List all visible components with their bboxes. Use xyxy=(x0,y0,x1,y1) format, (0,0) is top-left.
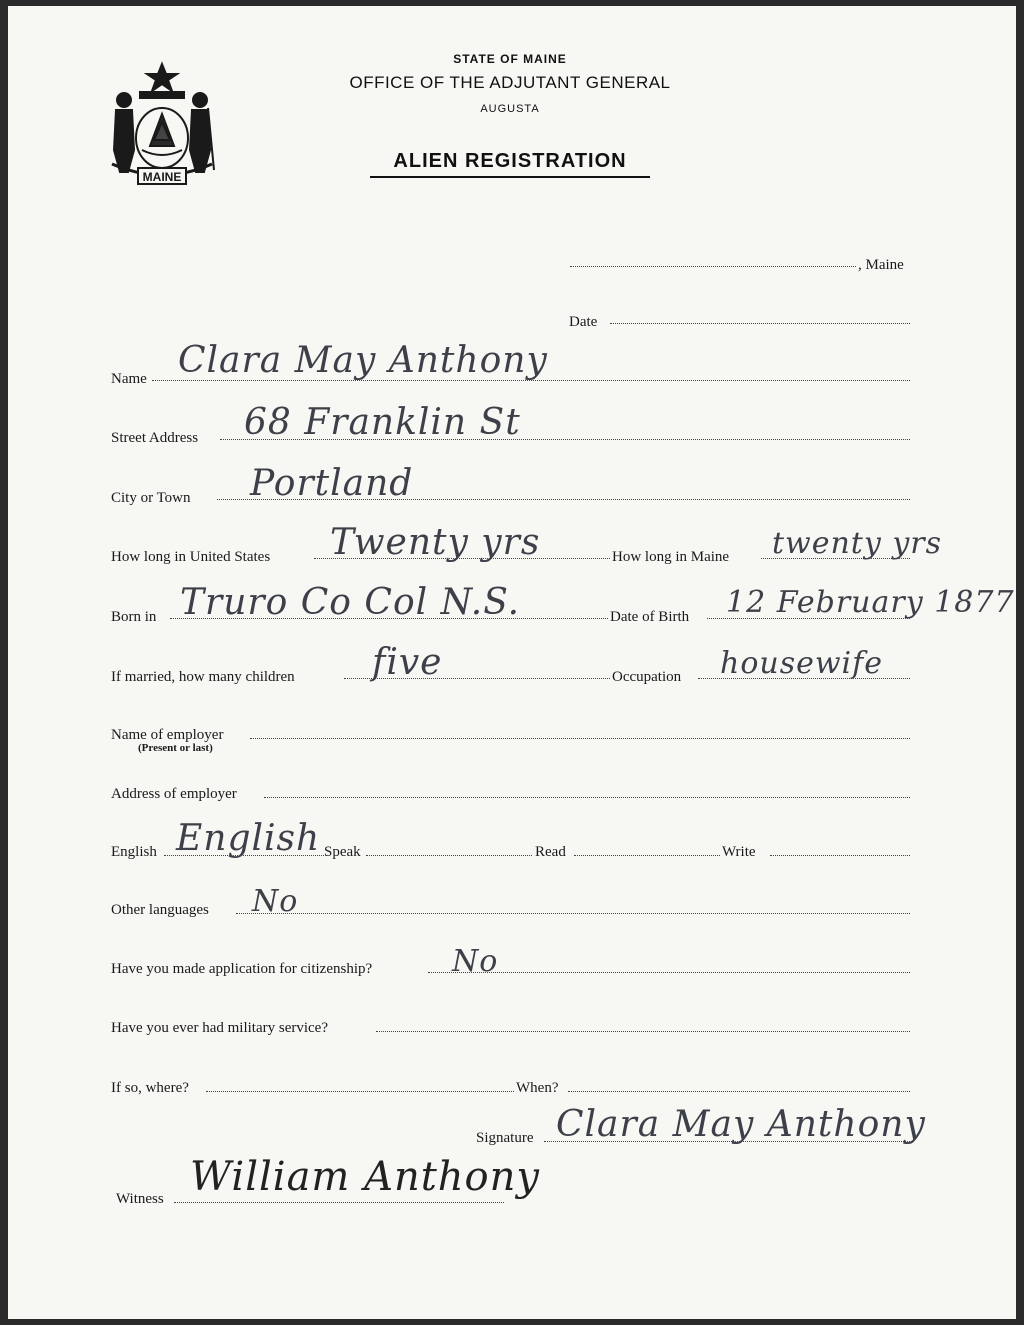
children-label: If married, how many children xyxy=(111,669,295,685)
signature-value: Clara May Anthony xyxy=(556,1104,926,1145)
born-label: Born in xyxy=(111,609,157,625)
speak-field[interactable] xyxy=(366,855,532,856)
read-label: Read xyxy=(535,844,566,860)
english-value: English xyxy=(176,818,321,859)
date-label: Date xyxy=(569,314,598,330)
citizenship-value: No xyxy=(452,944,499,979)
city-heading: AUGUSTA xyxy=(480,103,540,115)
speak-label: Speak xyxy=(324,844,361,860)
english-label: English xyxy=(111,844,157,860)
street-label: Street Address xyxy=(111,430,199,446)
maine-duration-label: How long in Maine xyxy=(612,549,730,565)
military-label: Have you ever had military service? xyxy=(111,1020,328,1036)
state-heading: STATE OF MAINE xyxy=(453,52,567,66)
where-field[interactable] xyxy=(206,1091,514,1092)
military-field[interactable] xyxy=(376,1031,910,1032)
citizenship-field[interactable] xyxy=(428,972,910,973)
maine-label: , Maine xyxy=(858,257,904,273)
other-languages-label: Other languages xyxy=(111,902,209,918)
witness-field[interactable] xyxy=(174,1202,504,1203)
when-field[interactable] xyxy=(568,1091,910,1092)
us-duration-label: How long in United States xyxy=(111,549,271,565)
title-underline xyxy=(370,176,650,178)
dob-value: 12 February 1877 xyxy=(726,585,1015,620)
seal-text: MAINE xyxy=(142,170,182,184)
signature-label: Signature xyxy=(476,1130,534,1146)
witness-label: Witness xyxy=(116,1191,164,1207)
write-field[interactable] xyxy=(770,855,910,856)
maine-duration-value: twenty yrs xyxy=(772,526,943,561)
write-label: Write xyxy=(722,844,756,860)
city-label: City or Town xyxy=(111,490,191,506)
when-label: When? xyxy=(516,1080,559,1096)
citizenship-label: Have you made application for citizenship? xyxy=(111,961,373,977)
office-heading: OFFICE OF THE ADJUTANT GENERAL xyxy=(349,73,671,92)
witness-value: William Anthony xyxy=(190,1154,540,1200)
born-value: Truro Co Col N.S. xyxy=(180,582,521,623)
employer-address-label: Address of employer xyxy=(111,786,237,802)
where-label: If so, where? xyxy=(111,1080,189,1096)
children-value: five xyxy=(372,642,443,683)
employer-sublabel: (Present or last) xyxy=(138,742,213,754)
dob-label: Date of Birth xyxy=(610,609,690,625)
us-duration-value: Twenty yrs xyxy=(330,522,541,563)
occupation-label: Occupation xyxy=(612,669,682,685)
name-label: Name xyxy=(111,371,147,387)
name-value: Clara May Anthony xyxy=(178,340,548,381)
read-field[interactable] xyxy=(574,855,720,856)
place-field[interactable] xyxy=(570,266,856,267)
other-languages-value: No xyxy=(252,884,299,919)
employer-label: Name of employer xyxy=(111,727,224,743)
other-languages-field[interactable] xyxy=(236,913,910,914)
employer-field[interactable] xyxy=(250,738,910,739)
form-title: ALIEN REGISTRATION xyxy=(393,150,627,172)
occupation-value: housewife xyxy=(720,646,883,681)
date-field[interactable] xyxy=(610,323,910,324)
employer-address-field[interactable] xyxy=(264,797,910,798)
street-value: 68 Franklin St xyxy=(244,402,521,443)
city-value: Portland xyxy=(250,463,414,504)
